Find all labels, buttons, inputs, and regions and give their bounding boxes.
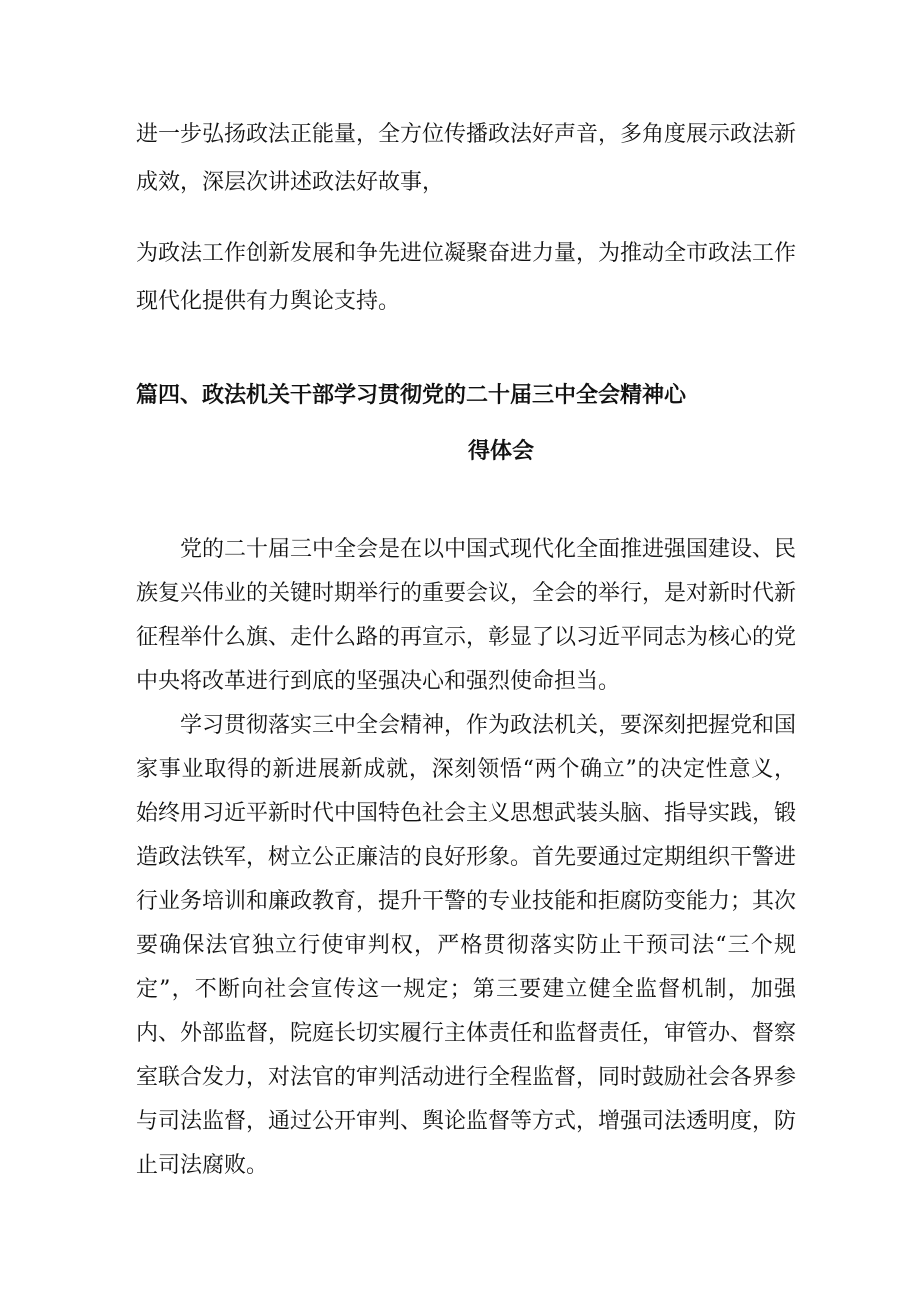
section-heading-line1: 篇四、政法机关干部学习贯彻党的二十届三中全会精神心: [136, 383, 687, 408]
paragraph-intro-1: 进一步弘扬政法正能量，全方位传播政法好声音，多角度展示政法新成效，深层次讲述政法好故事，: [136, 122, 797, 195]
paragraph-body-1: 党的二十届三中全会是在以中国式现代化全面推进强国建设、民族复兴伟业的关键时期举行的重要会议，全会的举行，是对新时代新征程举什么旗、走什么路的再宣示，彰显了以习近平同志为核心的党中央将改革进行到底的坚强决心和强烈使命担当。: [136, 537, 797, 694]
paragraph-body-2: 学习贯彻落实三中全会精神，作为政法机关，要深刻把握党和国家事业取得的新进展新成就，深刻领悟“两个确立”的决定性意义，始终用习近平新时代中国特色社会主义思想武装头脑、指导实践，锻造政法铁军，树立公正廉洁的良好形象。首先要通过定期组织干警进行业务培训和廉政教育，提升干警的专业技能和拒腐防变能力；其次要确保法官独立行使审判权，严格贯彻落实防止干预司法“三个规定”，不断向社会宣传这一规定；第三要建立健全监督机制，加强内、外部监督，院庭长切实履行主体责任和监督责任，审管办、督察室联合发力，对法官的审判活动进行全程监督，同时鼓励社会各界参与司法监督，通过公开审判、舆论监督等方式，增强司法透明度，防止司法腐败。: [136, 713, 797, 1178]
paragraph-intro-2: 为政法工作创新发展和争先进位凝聚奋进力量，为推动全市政法工作现代化提供有力舆论支持。: [136, 241, 797, 314]
section-heading-line2: 得体会: [467, 439, 534, 464]
